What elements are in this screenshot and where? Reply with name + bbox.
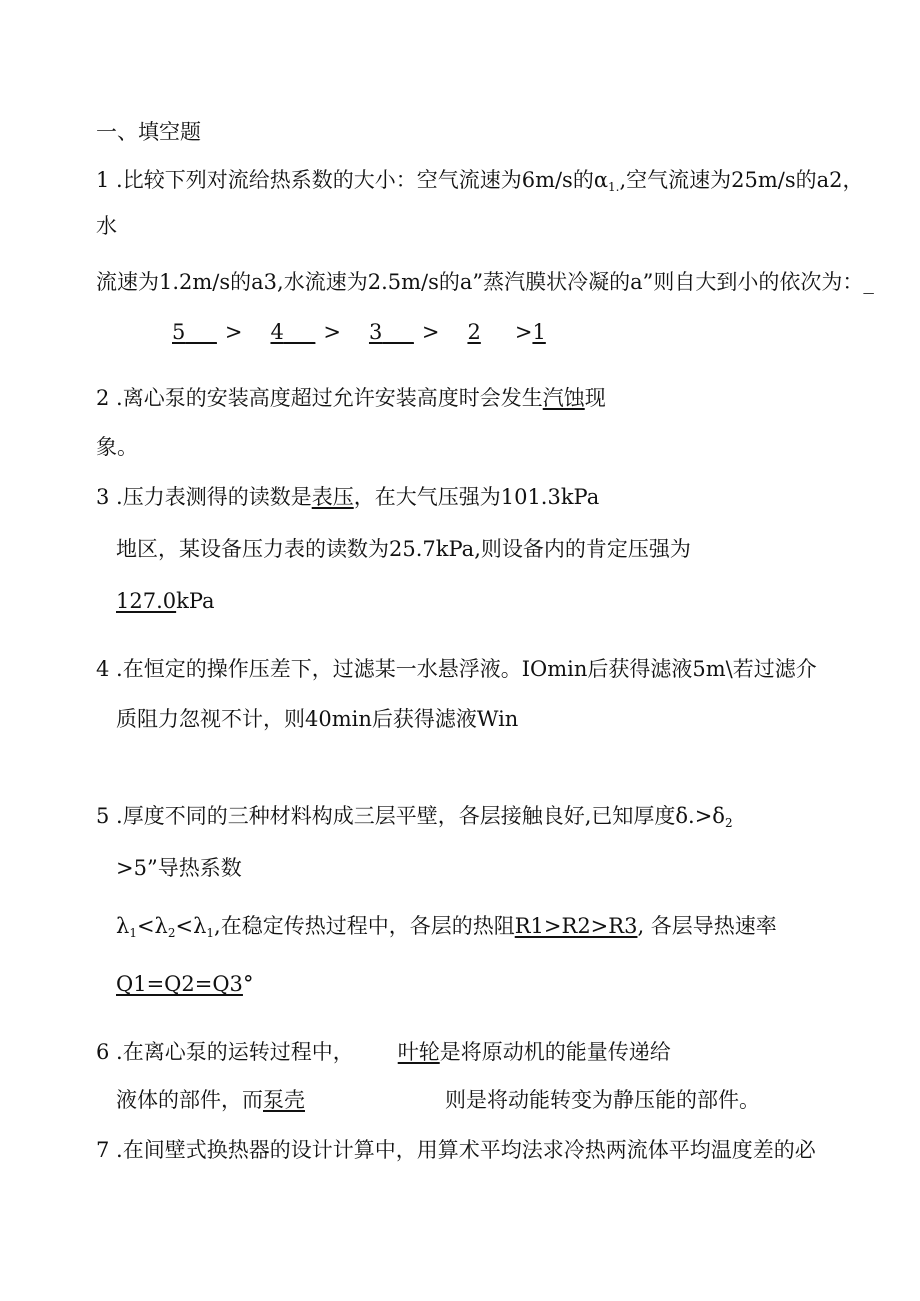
q3-answer-2: 127.0 — [116, 589, 177, 613]
q5-line-3: $\lambda_1<\lambda_2<\lambda_1$,在稳定传热过程中，各层的热阻R1>R2>R3, 各层导热速率 — [116, 914, 777, 940]
q1-text-rest: ,空气流速为25m∕s的a2， — [619, 168, 864, 192]
q2-line-2: 象。 — [96, 435, 138, 459]
q1-answer-5: 1 — [532, 320, 546, 344]
q4-line-2: 质阻力忽视不计，则40min后获得滤液Win — [116, 707, 519, 731]
q5-answer-1: R1>R2>R3 — [514, 914, 638, 938]
q1-answer-line: 5___ > 4___ > 3___ > 2 >1 — [172, 320, 546, 344]
q1-answer-2: 4___ — [270, 320, 316, 344]
section-title: 一、填空题 — [96, 120, 201, 144]
q4-line-1: 4 .在恒定的操作压差下，过滤某一水悬浮液。IOmin后获得滤液5m\若过滤介 — [96, 657, 817, 681]
q3-line-1: 3 .压力表测得的读数是表压，在大气压强为101.3kPa — [96, 485, 600, 509]
q1-line-2: 水 — [96, 214, 117, 238]
q3-line-3: 127.0kPa — [116, 589, 215, 613]
q2-line-1: 2 .离心泵的安装高度超过允许安装高度时会发生汽蚀现 — [96, 386, 606, 410]
q6-answer-1: 叶轮 — [397, 1040, 440, 1064]
q7-line-1: 7 .在间壁式换热器的设计计算中，用算术平均法求冷热两流体平均温度差的必 — [96, 1138, 816, 1162]
q1-line-3: 流速为1.2m∕s的a3,水流速为2.5m∕s的a”蒸汽膜状冷凝的a”则自大到小的依次为：_ — [96, 270, 874, 294]
q5-line-1: 5 .厚度不同的三种材料构成三层平壁，各层接触良好,已知厚度$\delta.>\delta_2$ — [96, 804, 733, 830]
q6-line-2: 液体的部件，而泵壳 则是将动能转变为静压能的部件。 — [116, 1088, 760, 1112]
q1-answer-1: 5___ — [172, 320, 217, 344]
q3-answer-1: 表压 — [311, 485, 354, 509]
q5-answer-2: Q1=Q2=Q3 — [116, 972, 243, 996]
q2-answer: 汽蚀 — [542, 386, 585, 410]
q6-answer-2: 泵壳 — [263, 1088, 305, 1112]
q5-line-2: >5”导热系数 — [116, 856, 242, 880]
q5-line-4: Q1=Q2=Q3° — [116, 972, 254, 996]
q3-line-2: 地区，某设备压力表的读数为25.7kPa,则设备内的肯定压强为 — [116, 537, 691, 561]
q6-line-1: 6 .在离心泵的运转过程中， 叶轮是将原动机的能量传递给 — [96, 1040, 671, 1064]
q1-answer-4: 2 — [467, 320, 481, 344]
q1-subscript: 1. — [608, 180, 620, 194]
q1-line-1 — [96, 166, 864, 194]
q1-answer-3: 3___ — [368, 320, 414, 344]
q1-text: 1 .比较下列对流给热系数的大小：空气流速为6m∕s的α — [96, 168, 609, 192]
